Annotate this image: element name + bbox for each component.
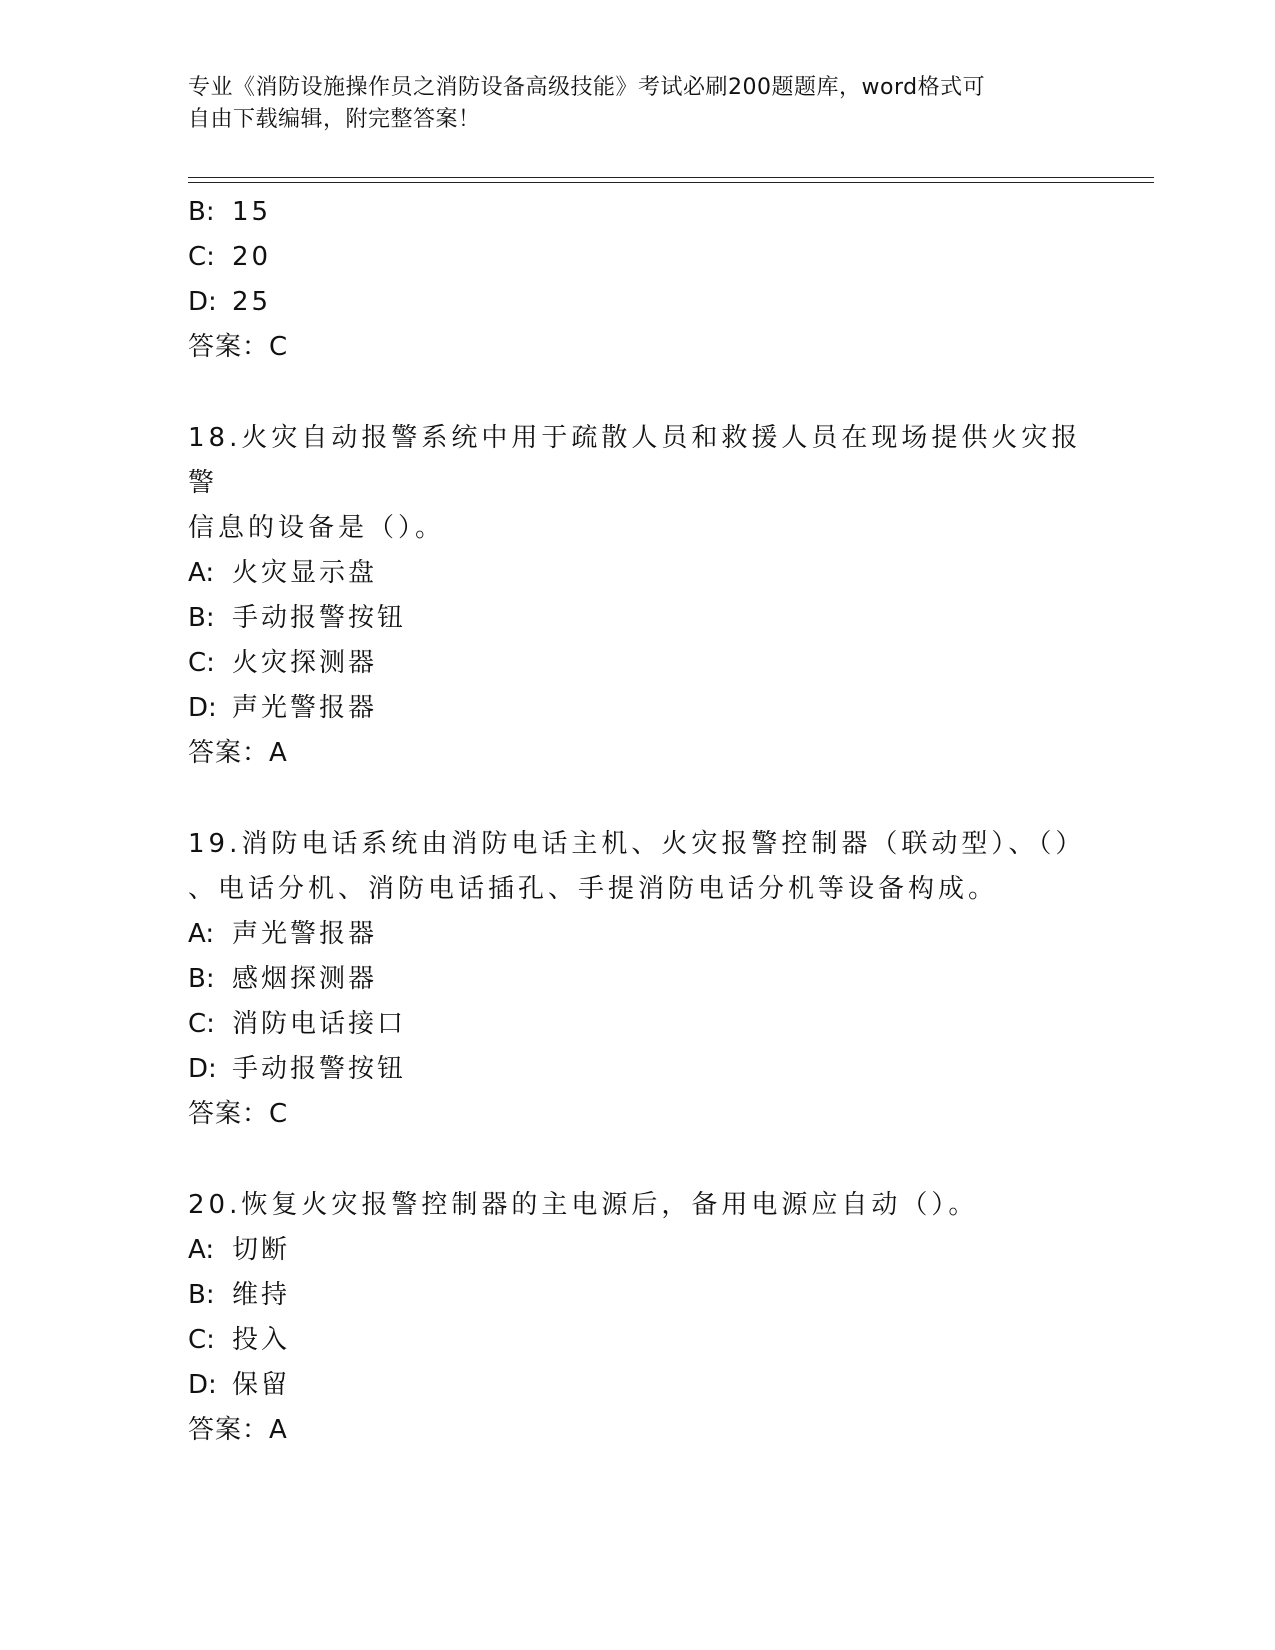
question-stem-line-2: 、电话分机、消防电话插孔、手提消防电话分机等设备构成。 (188, 874, 999, 904)
question-17-continued (188, 190, 1088, 370)
option-c: C: 投入 (188, 1325, 291, 1355)
option-c: C: 火灾探测器 (188, 648, 378, 678)
option-b: B: 维持 (188, 1280, 291, 1310)
question-18 (188, 416, 1088, 776)
answer: 答案：C (188, 1099, 289, 1129)
option-d: D: 25 (188, 287, 272, 317)
option-a: A: 切断 (188, 1235, 291, 1265)
document-header (188, 72, 1068, 136)
answer: 答案：A (188, 1415, 288, 1445)
option-b: B: 手动报警按钮 (188, 603, 407, 633)
question-list (188, 190, 1088, 1453)
option-a: A: 声光警报器 (188, 919, 378, 949)
option-d: D: 手动报警按钮 (188, 1054, 407, 1084)
option-c: C: 20 (188, 242, 272, 272)
answer: 答案：C (188, 332, 289, 362)
question-stem-line-1: 20.恢复火灾报警控制器的主电源后，备用电源应自动（）。 (188, 1190, 979, 1220)
option-d: D: 声光警报器 (188, 693, 378, 723)
option-c: C: 消防电话接口 (188, 1009, 407, 1039)
question-stem-line-1: 18.火灾自动报警系统中用于疏散人员和救援人员在现场提供火灾报警 (188, 423, 1082, 498)
answer: 答案：A (188, 738, 288, 768)
header-rule-top (188, 177, 1154, 178)
question-19 (188, 822, 1088, 1137)
option-b: B: 感烟探测器 (188, 964, 378, 994)
option-b: B: 15 (188, 197, 272, 227)
header-rule-bottom (188, 182, 1154, 183)
question-stem-line-2: 信息的设备是（）。 (188, 513, 446, 543)
question-stem-line-1: 19.消防电话系统由消防电话主机、火灾报警控制器（联动型）、（） (188, 829, 1086, 859)
option-d: D: 保留 (188, 1370, 291, 1400)
header-line-2: 自由下载编辑，附完整答案！ (188, 107, 481, 132)
question-20 (188, 1183, 1088, 1453)
header-line-1: 专业《消防设施操作员之消防设备高级技能》考试必刷200题题库，word格式可 (188, 75, 986, 100)
option-a: A: 火灾显示盘 (188, 558, 378, 588)
